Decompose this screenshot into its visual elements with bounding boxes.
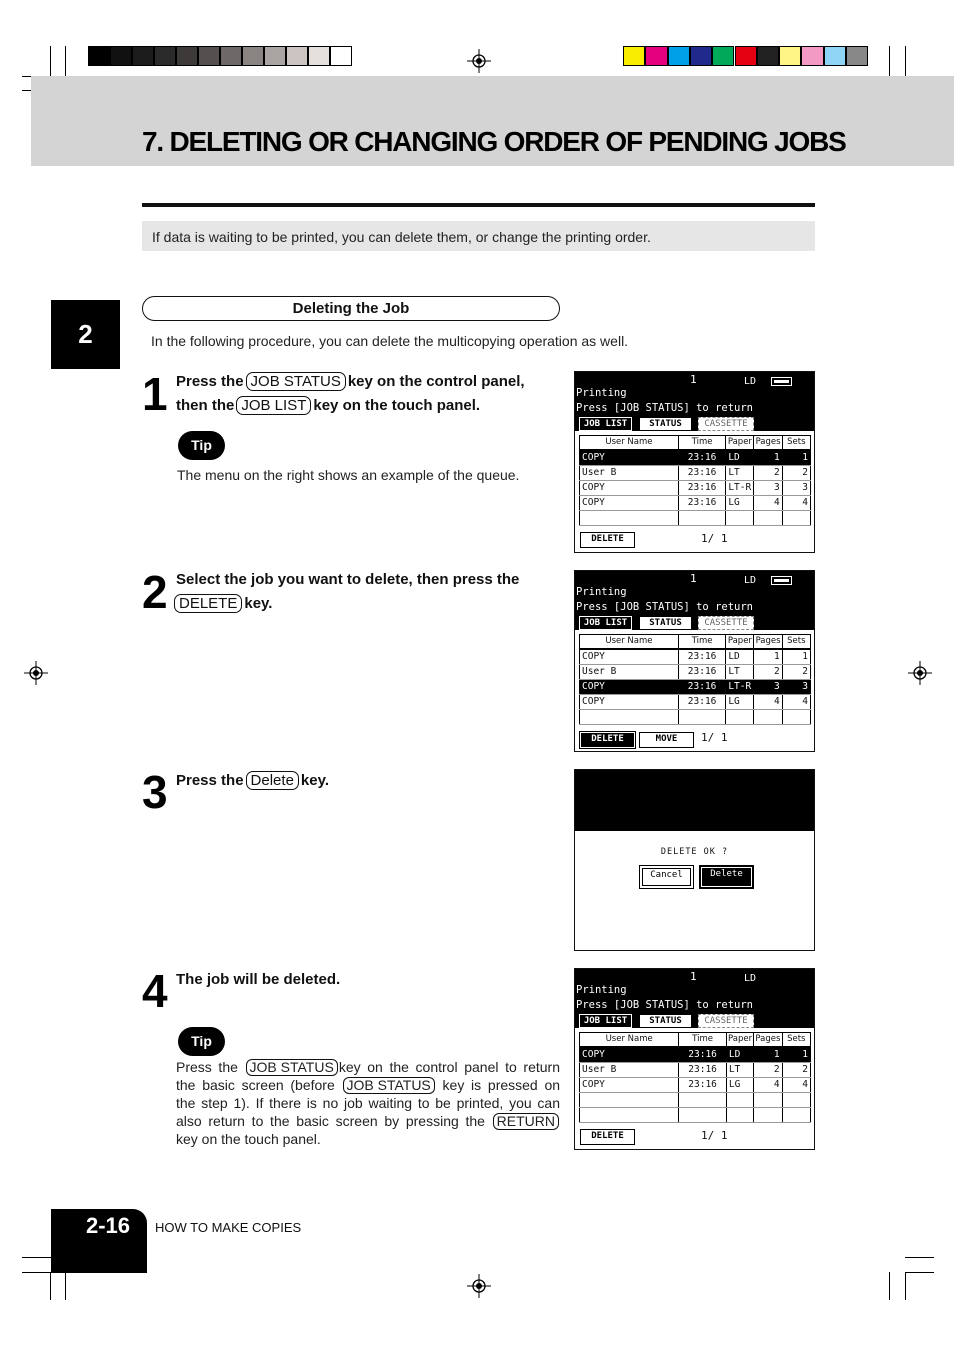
touch-panel-screen-confirm [574,769,815,951]
column-header: Pages [754,1033,782,1047]
crop-mark [65,46,66,76]
color-swatch [645,46,667,66]
table-cell: 1 [782,1047,810,1063]
table-cell: COPY [580,694,679,709]
crop-mark [50,46,51,76]
tab-status[interactable]: STATUS [639,616,692,630]
table-cell [782,709,810,724]
table-cell: 1 [754,1047,782,1063]
table-cell [782,1107,810,1122]
crop-mark [889,46,890,76]
lcd-status-hint: Press [JOB STATUS] to return [576,999,754,1011]
tab-cassette[interactable]: CASSETTE [698,616,754,630]
table-cell [678,510,725,525]
table-cell: 23:16 [678,679,725,694]
step-text: key. [300,772,329,789]
table-cell: 3 [782,480,810,495]
table-cell: LG [726,694,754,709]
column-header: User Name [580,1033,679,1047]
delete-button[interactable]: DELETE [580,532,635,548]
crop-mark [905,46,906,76]
step-number: 1 [142,368,166,420]
table-cell: LG [726,495,754,510]
table-cell [679,1107,727,1122]
table-cell [754,1092,782,1107]
tip-text: key is pressed on the step 1). If there is no job waiting to be printed, you can also return to the basic screen by pressing the [176,1077,561,1129]
table-row[interactable] [580,465,811,480]
table-cell: User B [580,465,679,480]
table-cell: 23:16 [678,664,725,679]
color-swatch [690,46,712,66]
registration-mark-icon [467,1274,491,1298]
column-header: Time [678,635,725,649]
step-instruction: The job will be deleted. [176,971,341,988]
lcd-page-count: 1 [690,970,697,983]
tip-text: Press the [176,1059,238,1075]
table-cell [754,510,782,525]
title-rule [142,203,815,207]
lcd-status-area [575,770,814,831]
table-cell [678,709,725,724]
table-cell: 4 [782,1077,810,1092]
color-swatch [824,46,846,66]
color-swatch [779,46,801,66]
delete-button[interactable]: DELETE [580,732,635,748]
table-cell: LD [726,450,754,466]
return-key: RETURN [493,1113,559,1130]
table-cell: COPY [580,679,679,694]
color-swatch [308,46,330,66]
table-header-row [580,436,811,450]
move-button[interactable]: MOVE [639,732,694,748]
job-status-key: JOB STATUS [246,372,346,391]
table-row[interactable] [580,694,811,709]
section-heading [142,296,560,321]
paper-tray-icon [771,377,792,386]
registration-mark-icon [908,661,932,685]
table-cell: COPY [580,1047,679,1063]
tip-badge: Tip [178,431,225,460]
color-swatch [198,46,220,66]
table-cell [726,510,754,525]
table-cell: 3 [754,679,782,694]
job-status-key: JOB STATUS [343,1077,435,1094]
table-cell: 23:16 [678,480,725,495]
tip-badge: Tip [178,1027,225,1056]
tip-text: key on the touch panel. [176,1131,321,1147]
cancel-button[interactable]: Cancel [639,865,694,889]
table-row[interactable] [580,1107,811,1122]
step-text: key on the control panel, [347,373,525,390]
table-cell [782,510,810,525]
table-row[interactable] [580,450,811,466]
step-text: Press the [176,373,244,390]
table-cell [580,1107,679,1122]
table-cell: 23:16 [678,649,725,665]
section-title: Deleting the Job [292,300,410,317]
table-cell [726,1092,753,1107]
confirm-message: DELETE OK ? [660,847,729,857]
table-cell [580,709,679,724]
lcd-page-count: 1 [690,373,697,386]
crop-mark [22,1272,51,1273]
color-swatch [110,46,132,66]
table-cell [580,1092,679,1107]
table-cell: 2 [754,664,782,679]
tab-cassette[interactable]: CASSETTE [698,1014,754,1028]
color-swatch [801,46,823,66]
page-number: 2-16 [86,1213,131,1238]
tip-text: key on the control panel to return the basic screen (before [176,1059,560,1093]
step-text: Press the [176,772,244,789]
lcd-status-hint: Press [JOB STATUS] to return [576,601,754,613]
color-swatch [330,46,352,66]
job-status-key: JOB STATUS [246,1059,338,1076]
table-cell: LT [726,1062,753,1077]
registration-mark-icon [24,661,48,685]
lcd-page-count: 1 [690,572,697,585]
column-header: Time [679,1033,727,1047]
column-header: Paper [726,436,754,450]
crop-mark [905,1257,934,1258]
page-indicator: 1/ 1 [701,532,728,545]
column-header: Time [678,436,725,450]
table-cell: COPY [580,450,679,466]
tab-job-list[interactable]: JOB LIST [579,616,632,630]
touch-panel-screen-after-delete [574,968,815,1150]
table-row[interactable] [580,679,811,694]
table-cell [580,510,679,525]
crop-mark [889,1272,890,1300]
step-instruction [176,769,556,793]
table-cell: 1 [754,649,782,665]
step-instruction [176,568,552,615]
page-indicator: 1/ 1 [701,1129,728,1142]
lcd-paper-size: LD [744,973,757,984]
column-header: Sets [782,436,810,450]
color-swatch [176,46,198,66]
table-cell: 4 [754,1077,782,1092]
table-cell [726,709,754,724]
table-cell: 23:16 [678,495,725,510]
color-swatch [735,46,757,66]
table-cell [754,1107,782,1122]
color-swatch [242,46,264,66]
column-header: Paper [726,1033,753,1047]
table-row[interactable] [580,1092,811,1107]
tip-paragraph [176,1058,560,1148]
delete-key: Delete [246,771,299,790]
table-cell: LD [726,649,754,665]
crop-mark [65,1272,66,1300]
table-header-row [580,1033,811,1047]
color-swatch [846,46,868,66]
color-swatch [88,46,110,66]
color-swatch [757,46,779,66]
table-cell: 23:16 [679,1047,727,1063]
step-number: 3 [142,766,166,818]
table-row[interactable] [580,1062,811,1077]
page-title: 7. DELETING OR CHANGING ORDER OF PENDING JOBS [142,126,846,157]
color-swatch [712,46,734,66]
crop-mark [905,1272,906,1300]
color-swatch [264,46,286,66]
step-text: key on the touch panel. [313,396,481,414]
column-header: Pages [754,635,782,649]
table-row[interactable] [580,649,811,665]
column-header: Pages [754,436,782,450]
table-cell: 23:16 [678,694,725,709]
table-cell: LT [726,664,754,679]
table-cell [782,1092,810,1107]
table-row[interactable] [580,495,811,510]
column-header: User Name [580,436,679,450]
table-cell: 4 [754,694,782,709]
table-cell: User B [580,664,679,679]
job-list-key: JOB LIST [236,396,311,415]
touch-panel-screen-job-list [574,371,815,553]
table-cell: COPY [580,649,679,665]
column-header: Sets [782,1033,810,1047]
table-cell: 2 [782,1062,810,1077]
table-cell [754,709,782,724]
table-cell: COPY [580,495,679,510]
table-cell: 1 [782,649,810,665]
lcd-status-line: Printing [576,984,627,996]
color-swatch [623,46,645,66]
lcd-paper-size: LD [744,376,757,387]
tab-job-list[interactable]: JOB LIST [579,1014,632,1028]
chapter-tab: 2 [51,300,120,369]
crop-mark [22,1257,51,1258]
job-queue-table [579,435,811,526]
lcd-paper-size: LD [744,575,757,586]
job-queue-table [579,1032,811,1123]
table-cell: COPY [580,480,679,495]
table-cell: LG [726,1077,753,1092]
delete-key: DELETE [174,594,242,613]
table-row[interactable] [580,664,811,679]
table-cell: 23:16 [678,450,725,466]
step-text: Select the job you want to delete, then press the [176,571,520,588]
table-cell: LT-R [726,480,754,495]
step-number: 2 [142,566,166,618]
table-cell: 1 [782,450,810,466]
table-cell: 2 [754,1062,782,1077]
intro-text: If data is waiting to be printed, you can delete them, or change the printing order. [152,229,651,245]
table-cell: 3 [782,679,810,694]
column-header: User Name [580,635,679,649]
table-cell: 2 [782,465,810,480]
table-cell: 2 [782,664,810,679]
lcd-status-hint: Press [JOB STATUS] to return [576,402,754,414]
confirm-delete-button[interactable]: Delete [699,865,754,889]
table-cell: 23:16 [678,465,725,480]
table-row[interactable] [580,709,811,724]
page-indicator: 1/ 1 [701,731,728,744]
paper-tray-icon [771,576,792,585]
tab-cassette[interactable]: CASSETTE [698,417,754,431]
table-cell: 2 [754,465,782,480]
crop-mark [50,1272,51,1300]
lcd-status-line: Printing [576,387,627,399]
registration-mark-icon [467,49,491,73]
step-text: then the [176,396,235,414]
column-header: Paper [726,635,754,649]
step-instruction [176,370,561,417]
table-cell [726,1107,753,1122]
color-swatch [154,46,176,66]
step-text: key. [244,594,273,612]
color-swatch [668,46,690,66]
table-cell [679,1092,727,1107]
color-swatch [286,46,308,66]
tab-status[interactable]: STATUS [639,417,692,431]
table-cell: 23:16 [679,1077,727,1092]
table-cell: LT [726,465,754,480]
table-cell: 4 [782,495,810,510]
table-row[interactable] [580,1077,811,1092]
table-cell: 3 [754,480,782,495]
table-cell: COPY [580,1077,679,1092]
table-cell: 23:16 [679,1062,727,1077]
delete-button[interactable]: DELETE [580,1129,635,1145]
job-queue-table [579,634,811,725]
table-cell: LT-R [726,679,754,694]
color-swatch [220,46,242,66]
touch-panel-screen-job-selected [574,570,815,752]
table-cell: User B [580,1062,679,1077]
crop-mark [905,1272,934,1273]
table-cell: LD [726,1047,753,1063]
tab-status[interactable]: STATUS [639,1014,692,1028]
table-header-row [580,635,811,649]
tip-text: The menu on the right shows an example of the queue. [177,467,520,483]
table-cell: 4 [754,495,782,510]
column-header: Sets [782,635,810,649]
footer-label: HOW TO MAKE COPIES [155,1220,302,1235]
color-swatch [132,46,154,66]
table-row[interactable] [580,480,811,495]
table-cell: 4 [782,694,810,709]
table-row[interactable] [580,510,811,525]
table-row[interactable] [580,1047,811,1063]
section-intro: In the following procedure, you can delete the multicopying operation as well. [151,333,629,349]
tab-job-list[interactable]: JOB LIST [579,417,632,431]
lcd-status-line: Printing [576,586,627,598]
step-number: 4 [142,965,166,1017]
table-cell: 1 [754,450,782,466]
